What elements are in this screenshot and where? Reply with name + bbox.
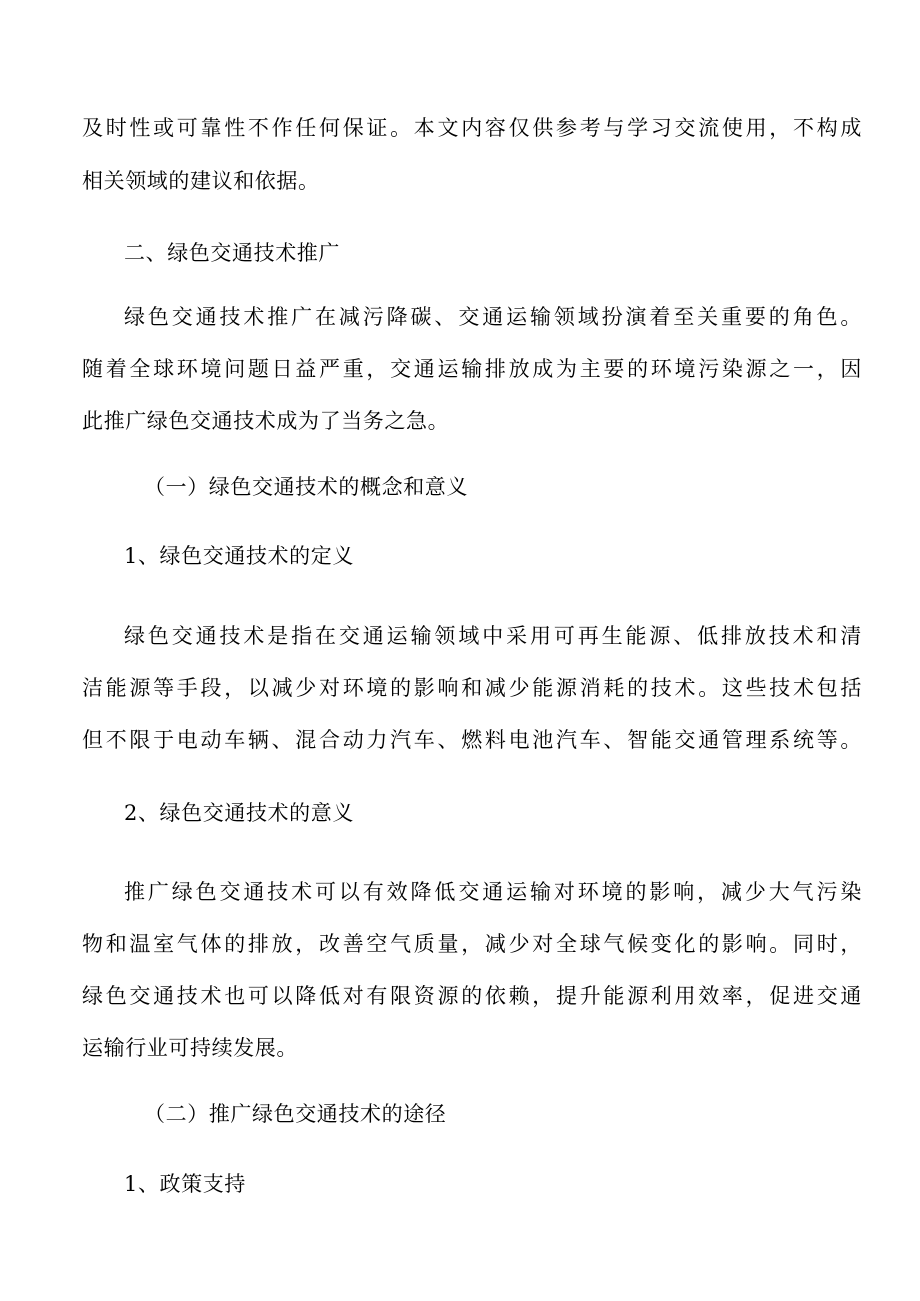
definition-line-3: 但不限于电动车辆、混合动力汽车、燃料电池汽车、智能交通管理系统等。 [82,728,862,752]
significance-line-4: 运输行业可持续发展。 [82,1036,298,1060]
item-heading-policy-support: 1、政策支持 [124,1172,246,1196]
section-heading-green-transport: 二、绿色交通技术推广 [124,241,340,265]
disclaimer-line-1: 及时性或可靠性不作任何保证。本文内容仅供参考与学习交流使用，不构成 [82,116,862,140]
definition-line-2: 洁能源等手段，以减少对环境的影响和减少能源消耗的技术。这些技术包括 [82,676,862,700]
intro-line-2: 随着全球环境问题日益严重，交通运输排放成为主要的环境污染源之一，因 [82,357,862,381]
item-heading-definition: 1、绿色交通技术的定义 [124,544,354,568]
significance-line-2: 物和温室气体的排放，改善空气质量，减少对全球气候变化的影响。同时， [82,932,862,956]
intro-line-3: 此推广绿色交通技术成为了当务之急。 [82,409,450,433]
intro-line-1: 绿色交通技术推广在减污降碳、交通运输领域扮演着至关重要的角色。 [124,305,862,329]
subheading-concept-significance: （一）绿色交通技术的概念和意义 [144,475,468,499]
significance-line-1: 推广绿色交通技术可以有效降低交通运输对环境的影响，减少大气污染 [124,880,862,904]
disclaimer-line-2: 相关领域的建议和依据。 [82,169,320,193]
significance-line-3: 绿色交通技术也可以降低对有限资源的依赖，提升能源利用效率，促进交通 [82,984,862,1008]
item-heading-significance: 2、绿色交通技术的意义 [124,801,354,825]
subheading-promotion-approaches: （二）推广绿色交通技术的途径 [144,1102,447,1126]
definition-line-1: 绿色交通技术是指在交通运输领域中采用可再生能源、低排放技术和清 [124,624,862,648]
